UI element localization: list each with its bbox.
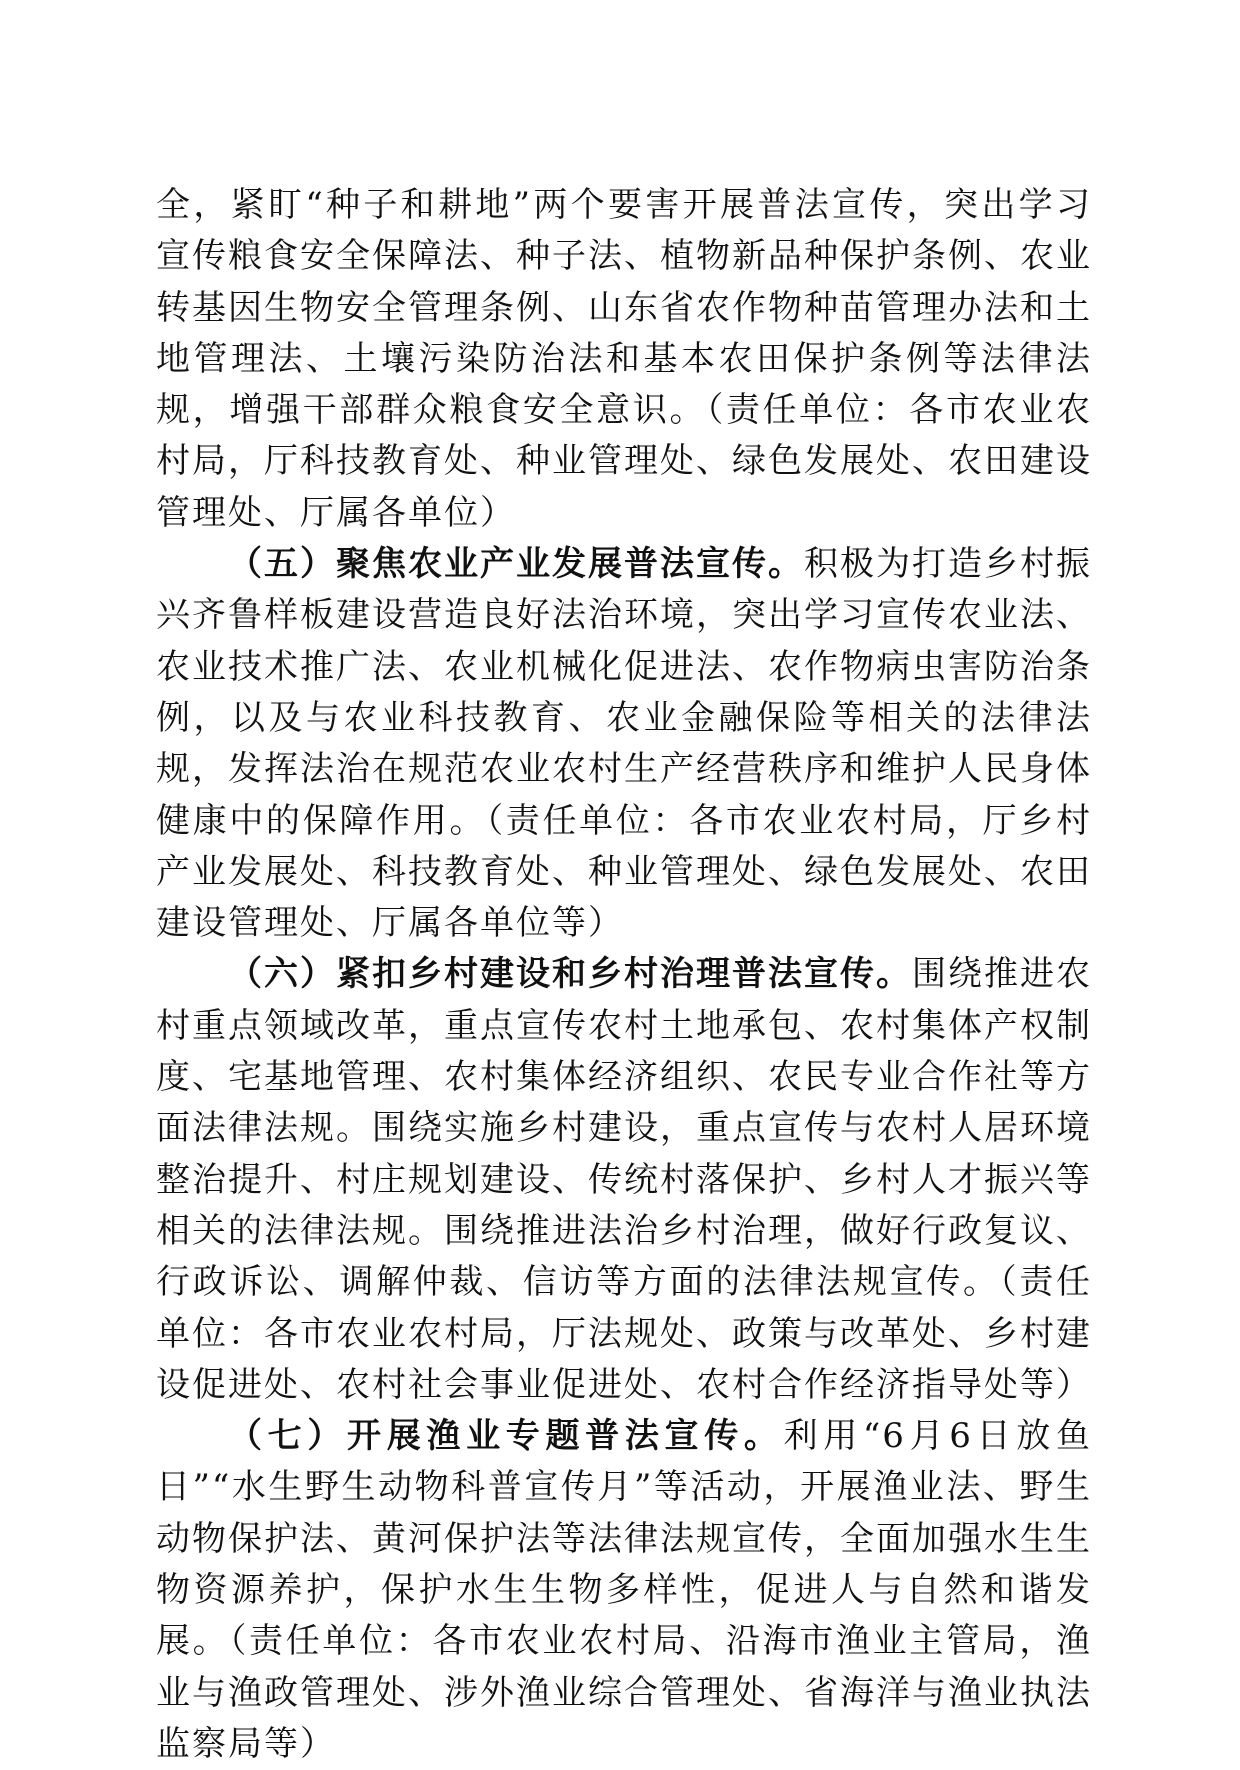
paragraph-body: 全，紧盯“种子和耕地”两个要害开展普法宣传，突出学习宣传粮食安全保障法、种子法、植物新品种保护条例、农业转基因生物安全管理条例、山东省农作物种苗管理办法和土地管理法、土壤污染防治法和基本农田保护条例等法律法规，增强干部群众粮食安全意识。（责任单位：各市农业农村局，厅科技教育处、种业管理处、绿色发展处、农田建设管理处、厅属各单位） — [156, 185, 1092, 533]
paragraph-section-six — [156, 949, 1092, 1411]
section-heading: （七）开展渔业专题普法宣传。 — [228, 1416, 784, 1457]
section-heading: （六）紧扣乡村建设和乡村治理普法宣传。 — [228, 954, 912, 995]
paragraph-continuation — [156, 180, 1092, 539]
paragraph-section-seven — [156, 1411, 1092, 1770]
section-heading: （五）聚焦农业产业发展普法宣传。 — [228, 544, 804, 585]
paragraph-section-five — [156, 539, 1092, 949]
paragraph-body: 利用“6月6日放鱼日”“水生野生动物科普宣传月”等活动，开展渔业法、野生动物保护法、黄河保护法等法律法规宣传，全面加强水生生物资源养护，保护水生生物多样性，促进人与自然和谐发展。（责任单位：各市农业农村局、沿海市渔业主管局，渔业与渔政管理处、涉外渔业综合管理处、省海洋与渔业执法监察局等） — [156, 1416, 1092, 1764]
document-body — [156, 180, 1092, 1770]
paragraph-body: 积极为打造乡村振兴齐鲁样板建设营造良好法治环境，突出学习宣传农业法、农业技术推广法、农业机械化促进法、农作物病虫害防治条例，以及与农业科技教育、农业金融保险等相关的法律法规，发挥法治在规范农业农村生产经营秩序和维护人民身体健康中的保障作用。（责任单位：各市农业农村局，厅乡村产业发展处、科技教育处、种业管理处、绿色发展处、农田建设管理处、厅属各单位等） — [156, 544, 1092, 944]
paragraph-body: 围绕推进农村重点领域改革，重点宣传农村土地承包、农村集体产权制度、宅基地管理、农村集体经济组织、农民专业合作社等方面法律法规。围绕实施乡村建设，重点宣传与农村人居环境整治提升、村庄规划建设、传统村落保护、乡村人才振兴等相关的法律法规。围绕推进法治乡村治理，做好行政复议、行政诉讼、调解仲裁、信访等方面的法律法规宣传。（责任单位：各市农业农村局，厅法规处、政策与改革处、乡村建设促进处、农村社会事业促进处、农村合作经济指导处等） — [156, 954, 1092, 1405]
